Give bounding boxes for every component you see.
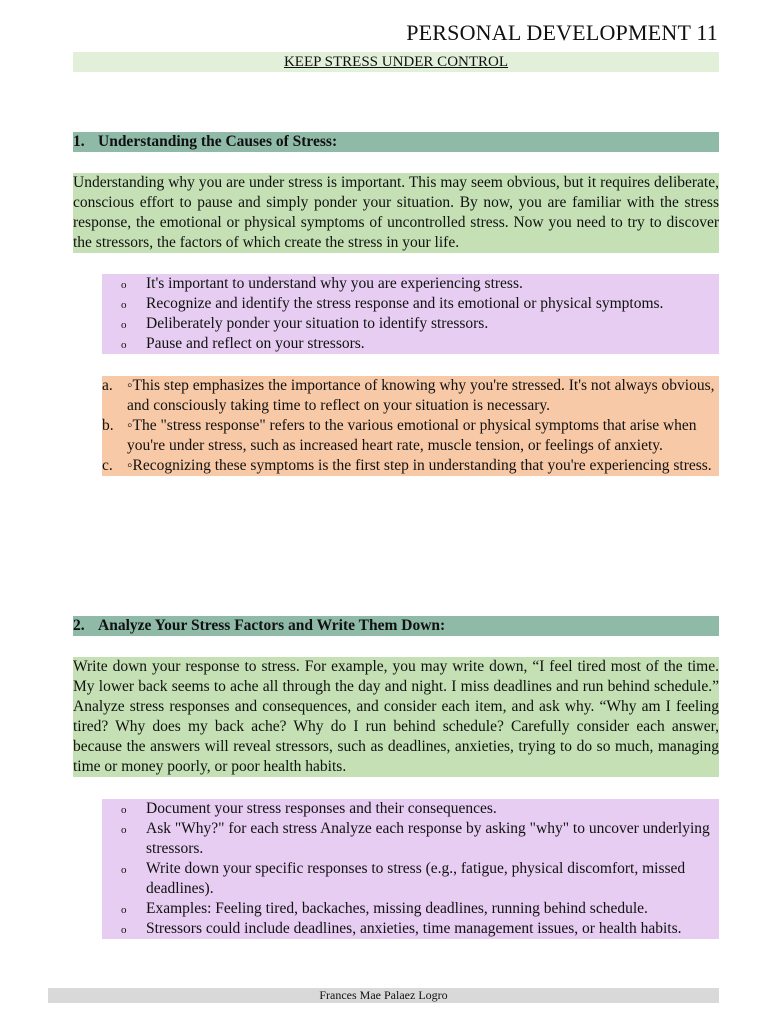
list-item [102, 376, 719, 416]
section-2-paragraph: Write down your response to stress. For example, you may write down, “I feel tired most of the time. My lower back seems to ache all through the day and night. I miss deadlines and run behind schedule.” Analyze stress responses and consequences, and consider each item, and ask why. “Why am I feeling tired? Why does my back ache? Why do I run behind schedule? Carefully consider each answer, because the answers will reveal stressors, such as deadlines, anxieties, trying to do so much, managing time or money poorly, or poor health habits. [73, 658, 719, 775]
section-1-number: 1. [73, 133, 85, 150]
note-text: ◦The "stress response" refers to the various emotional or physical symptoms that arise when you're under stress, such as increased heart rate, muscle tension, or feelings of anxiety. [127, 417, 697, 454]
note-text: ◦This step emphasizes the importance of knowing why you're stressed. It's not always obvious, and consciously taking time to reflect on your situation is necessary. [127, 377, 715, 414]
bullet-marker: o [121, 864, 127, 876]
bullet-text: Recognize and identify the stress response and its emotional or physical symptoms. [146, 295, 664, 312]
list-item [102, 819, 719, 859]
document-title: PERSONAL DEVELOPMENT 11 [406, 20, 718, 45]
list-item [102, 919, 719, 939]
list-item [102, 799, 719, 819]
bullet-marker: o [121, 299, 127, 311]
section-1-paragraph: Understanding why you are under stress is important. This may seem obvious, but it requires deliberate, conscious effort to pause and simply ponder your situation. By now, you are familiar with the stress response, the emotional or physical symptoms of uncontrolled stress. Now you need to try to discover the stressors, the factors of which create the stress in your life. [73, 174, 719, 251]
list-item [102, 274, 719, 294]
list-item [102, 899, 719, 919]
bullet-text: Examples: Feeling tired, backaches, missing deadlines, running behind schedule. [146, 900, 648, 917]
bullet-text: Pause and reflect on your stressors. [146, 335, 365, 352]
section-2-number: 2. [73, 617, 85, 634]
bullet-text: Stressors could include deadlines, anxieties, time management issues, or health habits. [146, 920, 682, 937]
bullet-marker: o [121, 924, 127, 936]
bullet-marker: o [121, 279, 127, 291]
note-text: ◦Recognizing these symptoms is the first step in understanding that you're experiencing stress. [127, 457, 712, 474]
subtitle-band [73, 52, 719, 72]
bullet-marker: o [121, 824, 127, 836]
list-item [102, 416, 719, 456]
footer-author: Frances Mae Palaez Logro [48, 988, 719, 1003]
section-1-bullet-list [102, 274, 719, 354]
bullet-text: Write down your specific responses to stress (e.g., fatigue, physical discomfort, missed deadlines). [146, 860, 686, 897]
bullet-text: Ask "Why?" for each stress Analyze each response by asking "why" to uncover underlying stressors. [146, 820, 710, 857]
bullet-text: It's important to understand why you are experiencing stress. [146, 275, 523, 292]
document-subtitle: KEEP STRESS UNDER CONTROL [283, 54, 509, 70]
bullet-text: Document your stress responses and their consequences. [146, 800, 497, 817]
bullet-marker: o [121, 319, 127, 331]
list-item [102, 314, 719, 334]
list-letter: a. [102, 377, 113, 394]
section-2-heading [73, 616, 719, 636]
list-item [102, 294, 719, 314]
bullet-text: Deliberately ponder your situation to identify stressors. [146, 315, 489, 332]
section-1-notes-list [102, 376, 719, 476]
list-item [102, 859, 719, 899]
section-1-heading [73, 132, 719, 152]
section-1-title: Understanding the Causes of Stress: [98, 133, 338, 150]
list-item [102, 334, 719, 354]
bullet-marker: o [121, 904, 127, 916]
bullet-marker: o [121, 339, 127, 351]
list-letter: c. [102, 457, 113, 474]
list-item [102, 456, 719, 476]
section-2-bullet-list [102, 799, 719, 939]
bullet-marker: o [121, 804, 127, 816]
section-2-title: Analyze Your Stress Factors and Write Them Down: [98, 617, 446, 634]
list-letter: b. [102, 417, 114, 434]
